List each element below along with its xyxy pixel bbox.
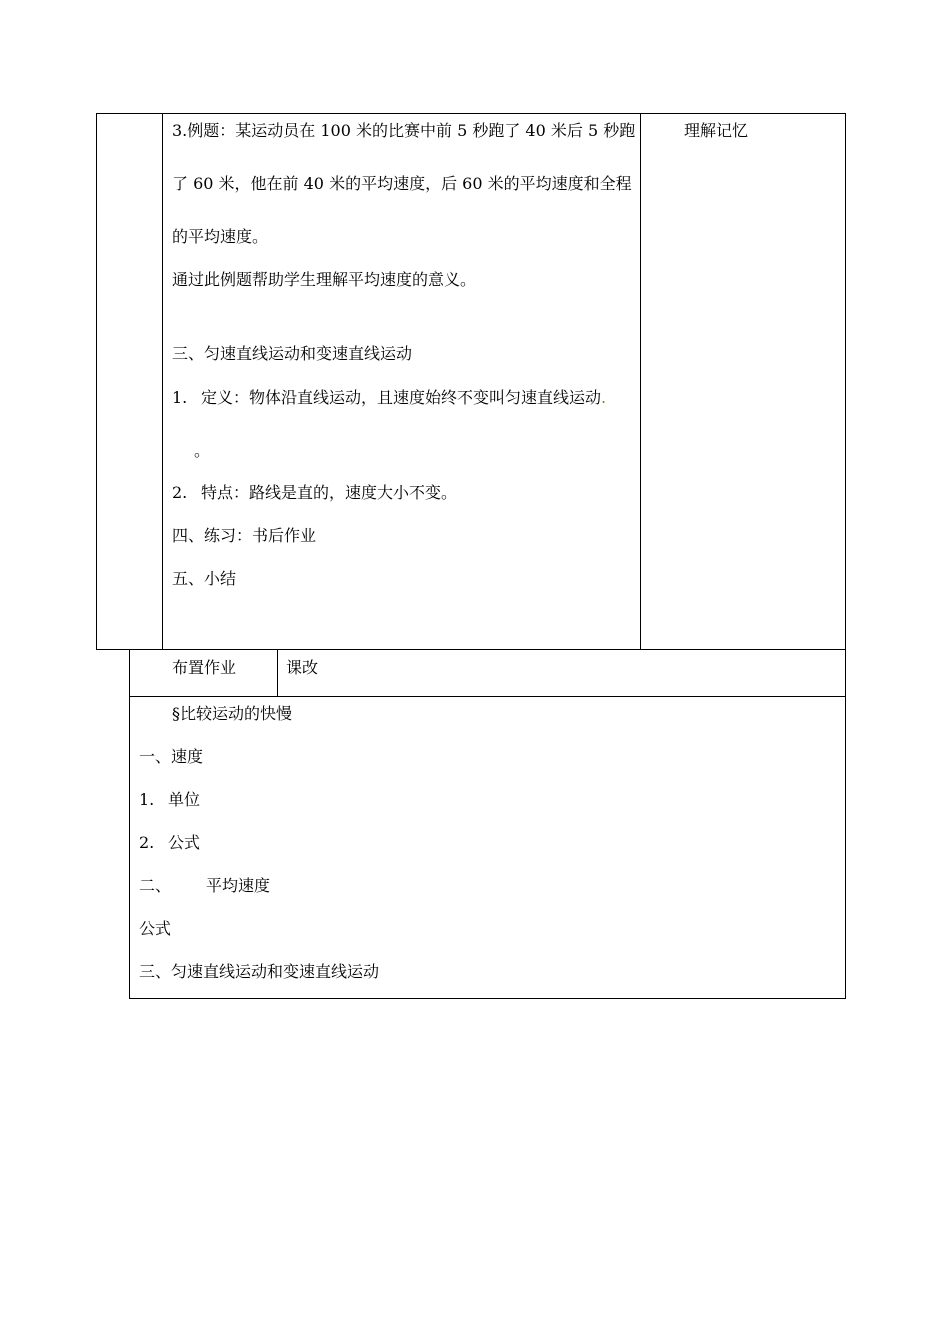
homework-value: 课改 [286,658,319,677]
example-line-1: 3.例题：某运动员在 100 米的比赛中前 5 秒跑了 40 米后 5 秒跑 [172,121,636,140]
board-line-formula: 公式 [168,833,201,852]
item-1-number: 1. [172,388,188,407]
homework-divider [277,649,278,696]
table1-right-border [845,113,846,650]
table1-col-divider-2 [640,113,641,650]
table2-bottom-border [129,998,846,999]
item-2-text: 特点：路线是直的，速度大小不变。 [201,483,458,502]
board-line-formula-num: 2. [139,833,155,852]
board-line-avg-num: 二、 [139,876,172,895]
table1-bottom-border [96,649,846,650]
board-line-avg-speed: 平均速度 [206,876,271,895]
table1-left-border [96,113,97,650]
item-2-number: 2. [172,483,188,502]
board-line-unit-num: 1. [139,790,155,809]
student-activity-note: 理解记忆 [684,121,749,140]
board-line-speed: 一、速度 [139,747,204,766]
board-line-formula-2: 公式 [139,919,172,938]
homework-label: 布置作业 [172,658,237,677]
section-3-heading: 三、匀速直线运动和变速直线运动 [172,344,413,363]
table2-right-border [845,649,846,999]
board-title: §比较运动的快慢 [172,704,293,723]
item-1-text [201,388,606,408]
item-1-dot: . [601,388,607,407]
item-1-continuation: 。 [194,441,211,460]
example-line-3: 的平均速度。 [172,227,269,246]
table1-col-divider-1 [162,113,163,650]
item-1-definition: 定义：物体沿直线运动，且速度始终不变叫匀速直线运动 [201,388,602,407]
section-5-heading: 五、小结 [172,569,237,588]
table2-left-border [129,649,130,999]
homework-bottom-border [129,696,846,697]
example-line-2: 了 60 米，他在前 40 米的平均速度，后 60 米的平均速度和全程 [172,174,632,193]
board-line-unit: 单位 [168,790,201,809]
section-4-heading: 四、练习：书后作业 [172,526,317,545]
example-purpose: 通过此例题帮助学生理解平均速度的意义。 [172,270,477,289]
table1-top-border [96,113,846,114]
board-line-motion: 三、匀速直线运动和变速直线运动 [139,962,380,981]
